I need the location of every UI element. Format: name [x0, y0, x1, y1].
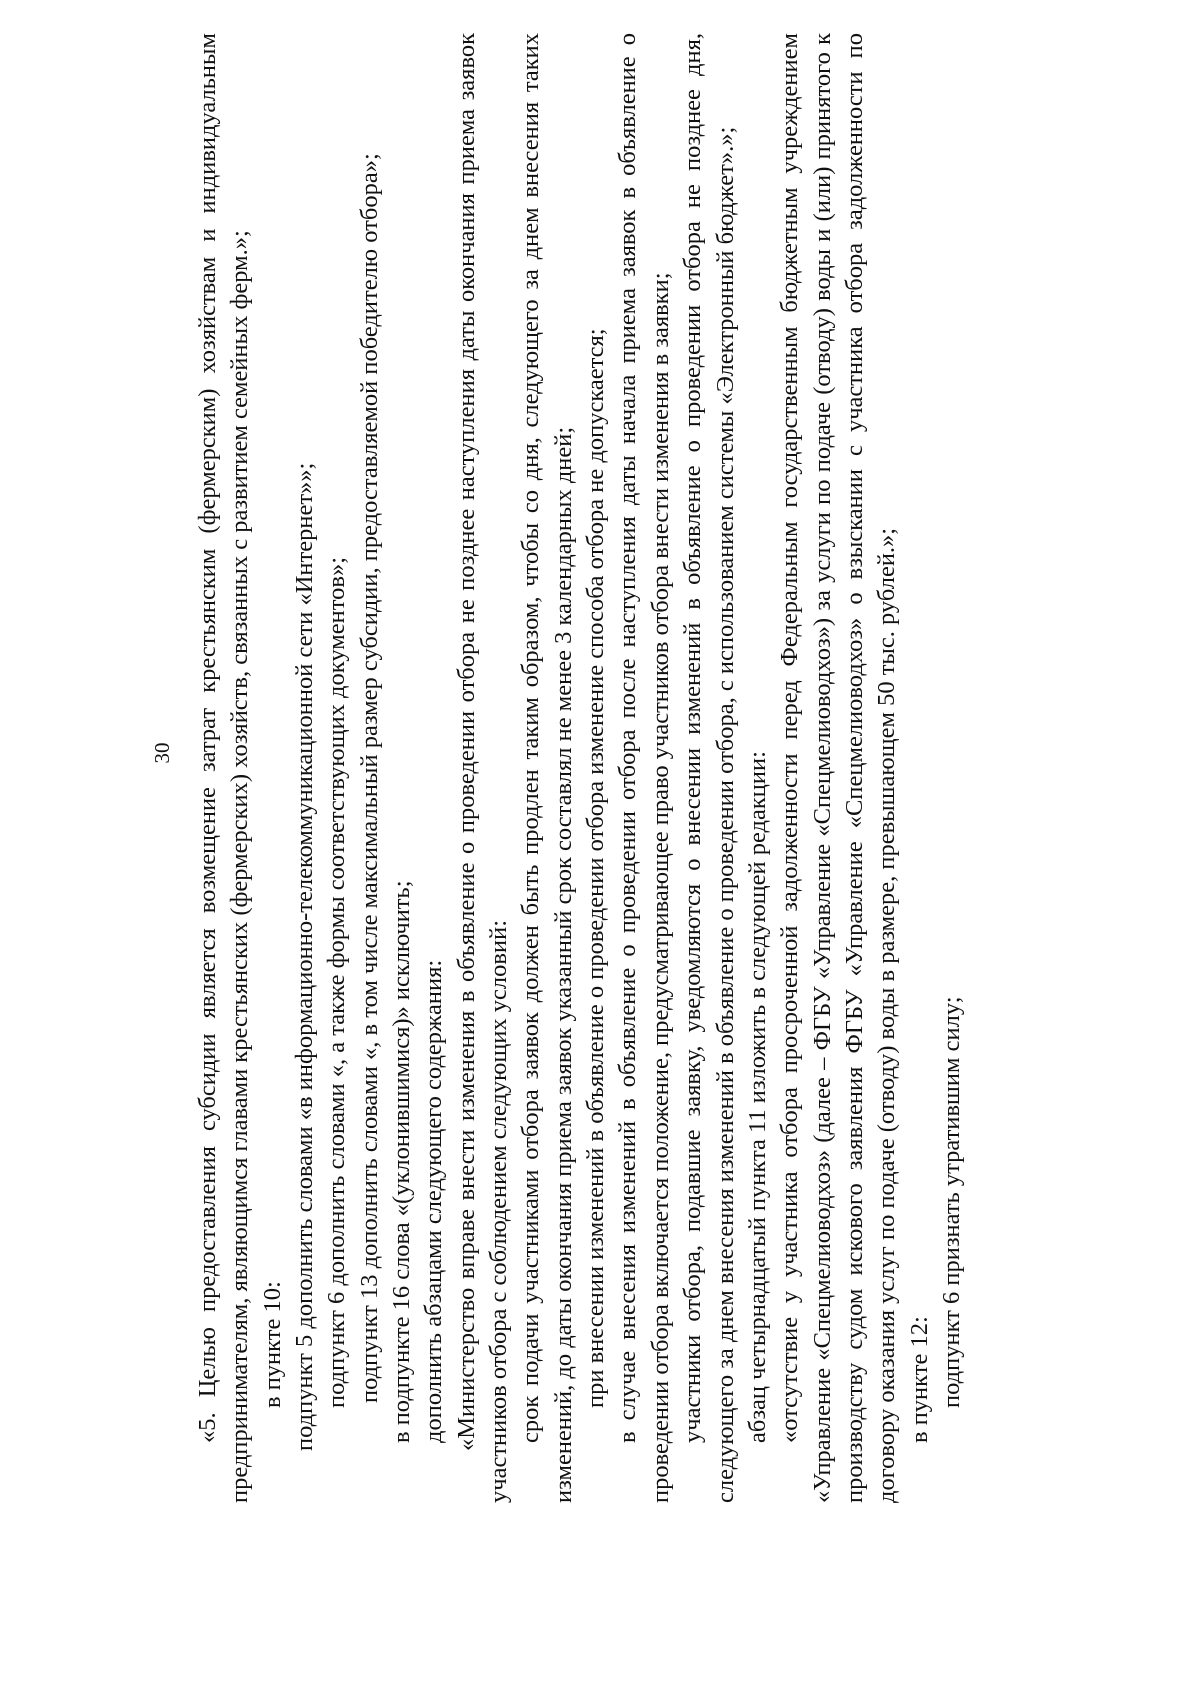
- rotated-page-content: [148, 33, 968, 1503]
- paragraph-abzats-14: абзац четырнадцатый пункта 11 изложить в следующей редакции:: [743, 751, 771, 1443]
- page-number: 30: [150, 742, 174, 764]
- paragraph-purpose: «5. Целью предоставления субсидии является возмещение затрат крестьянским (фермерским) хозяйствам и индивидуальным предпринимателям, являющимся главами крестьянских (фермерских) хозяйств, связанных с развитием семейных ферм.»;: [194, 33, 254, 1503]
- paragraph-changes-after-start: в случае внесения изменений в объявление о проведении отбора после наступления даты начала приема заявок в объявление о проведении отбора включается положение, предусматривающее право участников отбора внести изменения в заявки;: [614, 33, 674, 1503]
- paragraph-subpoint-6-void: подпункт 6 признать утратившим силу;: [937, 996, 965, 1408]
- paragraph-method-unchanged: при внесении изменений в объявление о проведении отбора изменение способа отбора не допускается;: [582, 328, 610, 1408]
- paragraph-point-10: в пункте 10:: [258, 1281, 286, 1408]
- document-body: [192, 33, 968, 1503]
- paragraph-participants-notified: участники отбора, подавшие заявку, уведомляются о внесении изменений в объявление о проведении отбора не позднее дня, следующего за днем внесения изменений в объявление о проведении отбора, с использованием системы «Электронный бюджет».»;: [679, 33, 739, 1503]
- paragraph-subpoint-5: подпункт 5 дополнить словами «в информационно-телекоммуникационной сети «Интернет»»;: [291, 462, 319, 1451]
- paragraph-subpoint-16: в подпункте 16 слова «(уклонившимися)» исключить;: [388, 880, 416, 1443]
- paragraph-subpoint-6: подпункт 6 дополнить словами «, а также формы соответствующих документов»;: [323, 556, 351, 1408]
- paragraph-no-debt: «отсутствие у участника отбора просроченной задолженности перед Федеральным государственным бюджетным учреждением «Управление «Спецмелиоводхоз» (далее – ФГБУ «Управление «Спецмелиоводхоз») за услуги по подаче (отводу) воды и (или) принятого к производству судом искового заявления ФГБУ «Управление «Спецмелиоводхоз» о взыскании с участника отбора задолженности по договору оказания услуг по подаче (отводу) воды в размере, превышающем 50 тыс. рублей.»;: [776, 33, 901, 1503]
- paragraph-point-12: в пункте 12:: [905, 1316, 933, 1443]
- paragraph-subpoint-13: подпункт 13 дополнить словами «, в том числе максимальный размер субсидии, предоставляемой победителю отбора»;: [355, 153, 383, 1403]
- paragraph-ministry-changes: «Министерство вправе внести изменения в объявление о проведении отбора не позднее наступления даты окончания приема заявок участников отбора с соблюдением следующих условий:: [452, 33, 513, 1503]
- paragraph-deadline-extension: срок подачи участниками отбора заявок должен быть продлен таким образом, чтобы со дня, следующего за днем внесения таких изменений, до даты окончания приема заявок указанный срок составлял не менее 3 календарных дней;: [517, 33, 577, 1503]
- paragraph-add-abzatsy: дополнить абзацами следующего содержания:: [420, 959, 448, 1443]
